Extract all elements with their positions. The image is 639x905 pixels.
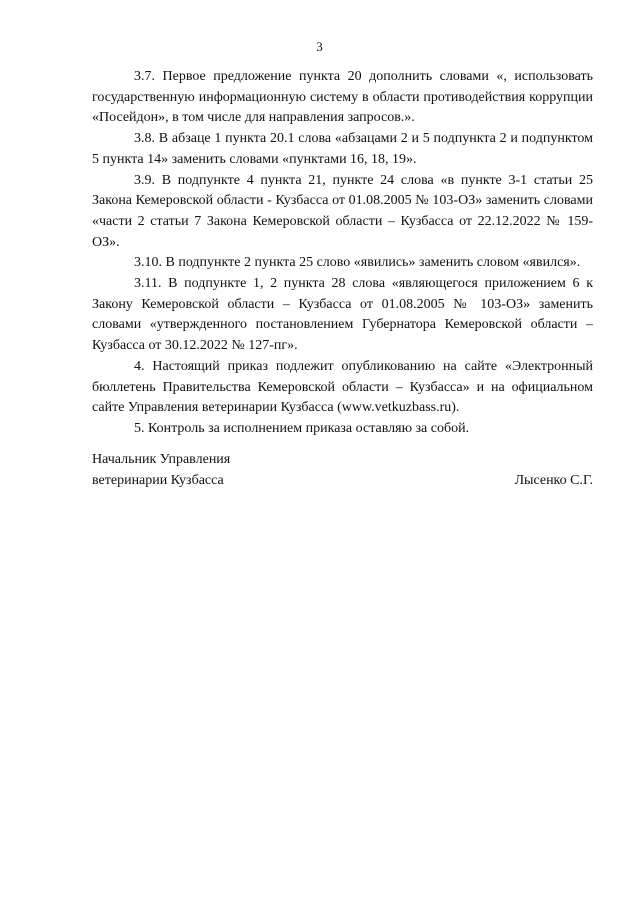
- paragraph-3-8: 3.8. В абзаце 1 пункта 20.1 слова «абзацами 2 и 5 подпункта 2 и подпунктом 5 пункта 14» заменить словами «пунктами 16, 18, 19».: [92, 131, 593, 167]
- paragraph-3-7: 3.7. Первое предложение пункта 20 дополнить словами «, использовать государственную информационную систему в области противодействия коррупции «Посейдон», в том числе для направления запросов.».: [92, 69, 593, 126]
- paragraph-4: 4. Настоящий приказ подлежит опубликованию на сайте «Электронный бюллетень Правительства Кемеровской области – Кузбасса» и на официальном сайте Управления ветеринарии Кузбасса (www.vetkuzbass.ru).: [92, 358, 593, 416]
- page-number: 3: [316, 39, 323, 54]
- signature-row: [92, 471, 593, 492]
- paragraph-3-10: 3.10. В подпункте 2 пункта 25 слово «явились» заменить словом «явился».: [134, 255, 581, 271]
- signer-position-line2: ветеринарии Кузбасса: [92, 472, 224, 488]
- paragraph-3-11: 3.11. В подпункте 1, 2 пункта 28 слова «являющегося приложением 6 к Закону Кемеровской области – Кузбасса от 01.08.2005 № 103-ОЗ» заменить словами «утвержденного постановлением Губернатора Кемеровской области – Кузбасса от 30.12.2022 № 127-пг».: [92, 276, 593, 354]
- signer-name: Лысенко С.Г.: [514, 472, 593, 488]
- signature-block: [92, 450, 593, 491]
- signer-position-line1: Начальник Управления: [92, 452, 231, 467]
- paragraph-5: 5. Контроль за исполнением приказа оставляю за собой.: [134, 420, 470, 436]
- paragraph-3-9: 3.9. В подпункте 4 пункта 21, пункте 24 слова «в пункте 3-1 статьи 25 Закона Кемеровской области - Кузбасса от 01.08.2005 № 103-ОЗ» заменить словами «части 2 статьи 7 Закона Кемеровской области – Кузбасса от 22.12.2022 № 159-ОЗ».: [92, 172, 593, 250]
- document-body: [92, 67, 593, 440]
